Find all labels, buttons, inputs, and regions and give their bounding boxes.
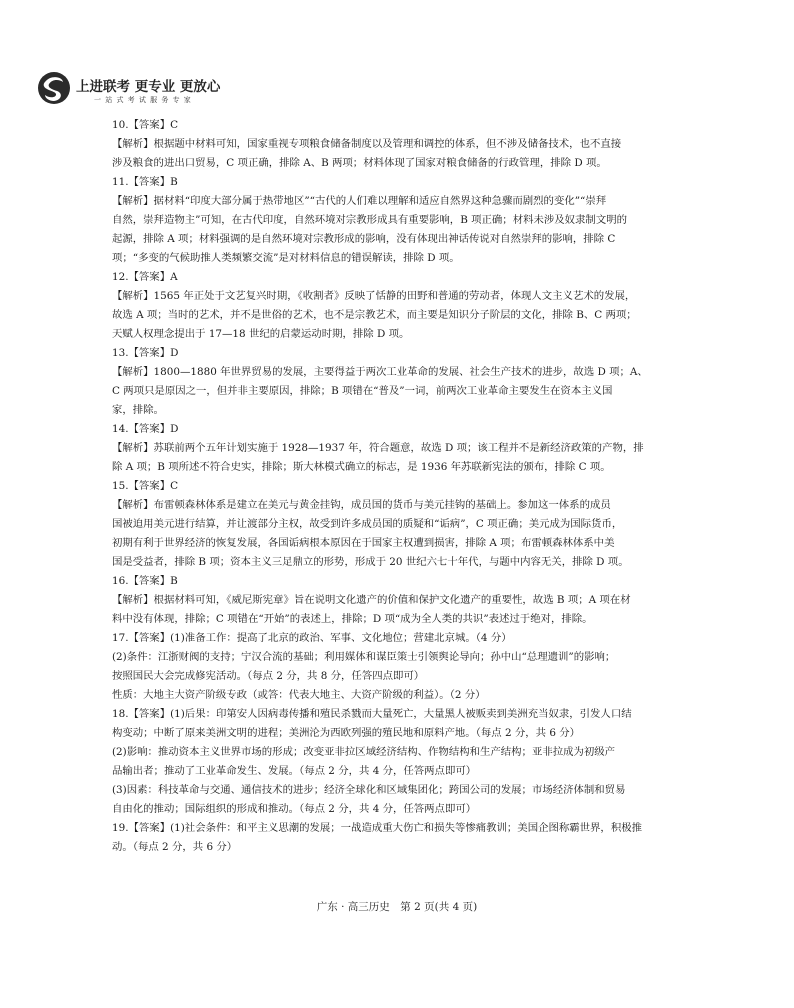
text-line: 项；“多变的气候助推人类频繁交流”是对材料信息的错误解读，排除 D 项。 (112, 252, 460, 264)
header (36, 70, 296, 114)
text-line: 构变动；中断了原来美洲文明的进程；美洲沦为西欧列强的殖民地和原料产地。（每点 2 分，共 6 分） (112, 727, 581, 739)
text-line: 涉及粮食的进出口贸易，C 项正确，排除 A、B 两项；材料体现了国家对粮食储备的行政管理，排除 D 项。 (112, 157, 607, 169)
text-line: 天赋人权理念提出于 17—18 世纪的启蒙运动时期，排除 D 项。 (112, 328, 410, 340)
text-line: 性质：大地主大资产阶级专政（或答：代表大地主、大资产阶级的利益）。（2 分） (112, 689, 486, 701)
text-line: 起源，排除 A 项；材料强调的是自然环境对宗教形成的影响，没有体现出神话传说对自然崇拜的影响，排除 C (112, 233, 616, 245)
text-line: 自然，崇拜造物主”可知，在古代印度，自然环境对宗教形成具有重要影响，B 项正确；材料未涉及奴隶制文明的 (112, 214, 627, 226)
text-line: 国被迫用美元进行结算，并让渡部分主权，故受到许多成员国的质疑和“诟病”，C 项正确；美元成为国际货币， (112, 518, 623, 530)
text-line: 自由化的推动；国际组织的形成和推动。（每点 2 分，共 4 分，任答两点即可） (112, 803, 477, 815)
text-line: 11.【答案】B (112, 176, 178, 188)
text-line: 故选 A 项；当时的艺术，并不是世俗的艺术，也不是宗教艺术，而主要是知识分子阶层的文化，排除 B、C 两项； (112, 309, 637, 321)
text-line: 国是受益者，排除 B 项；资本主义三足鼎立的形势，形成于 20 世纪六七十年代，与题中内容无关，排除 D 项。 (112, 556, 629, 568)
text-line: 【解析】根据题中材料可知，国家重视专项粮食储备制度以及管理和调控的体系，但不涉及储备技术，也不直接 (112, 138, 622, 150)
text-line: 动。（每点 2 分，共 6 分） (112, 841, 238, 853)
text-line: 14.【答案】D (112, 423, 179, 435)
text-line: 【解析】1565 年正处于文艺复兴时期，《收割者》反映了恬静的田野和普通的劳动者，体现人文主义艺术的发展， (112, 290, 636, 302)
text-line: 【解析】根据材料可知，《威尼斯宪章》旨在说明文化遗产的价值和保护文化遗产的重要性，故选 B 项；A 项在材 (112, 594, 631, 606)
text-line: 13.【答案】D (112, 347, 179, 359)
text-line: 料中没有体现，排除；C 项错在“开始”的表述上，排除；D 项“成为全人类的共识”表述过于绝对，排除。 (112, 613, 593, 625)
text-line: (2)条件：江浙财阀的支持；宁汉合流的基础；利用媒体和谋臣策士引领舆论导向；孙中山“总理遗训”的影响； (112, 651, 616, 663)
brand-logo-icon (36, 70, 72, 106)
text-line: 【解析】据材料“印度大部分属于热带地区”“古代的人们难以理解和适应自然界这种急骤而剧烈的变化”“崇拜 (112, 195, 607, 207)
text-line: 17.【答案】(1)准备工作：提高了北京的政治、军事、文化地位；营建北京城。（4 分） (112, 632, 512, 644)
text-line: 除 A 项；B 项所述不符合史实，排除；斯大林模式确立的标志，是 1936 年苏联新宪法的颁布，排除 C 项。 (112, 461, 611, 473)
text-line: 【解析】布雷顿森林体系是建立在美元与黄金挂钩，成员国的货币与美元挂钩的基础上。参加这一体系的成员 (112, 499, 611, 511)
text-line: 10.【答案】C (112, 119, 179, 131)
text-line: 按照国民大会完成修宪活动。（每点 2 分，共 8 分，任答四点即可） (112, 670, 425, 682)
brand-tagline: 一 站 式 考 试 服 务 专 家 (94, 96, 192, 104)
brand-slogan: 上进联考 更专业 更放心 (76, 79, 221, 95)
text-line: 【解析】1800—1880 年世界贸易的发展，主要得益于两次工业革命的发展、社会生产技术的进步，故选 D 项；A、 (112, 366, 648, 378)
text-line: (3)因素：科技革命与交通、通信技术的进步；经济全球化和区域集团化；跨国公司的发展；市场经济体制和贸易 (112, 784, 626, 796)
text-line: 19.【答案】(1)社会条件：和平主义思潮的发展；一战造成重大伤亡和损失等惨痛教训；美国企图称霸世界，积极推 (112, 822, 642, 834)
text-line: 12.【答案】A (112, 271, 178, 283)
page-footer: 广东 · 高三历史 第 2 页(共 4 页) (316, 901, 478, 913)
text-line: 15.【答案】C (112, 480, 179, 492)
text-line: 16.【答案】B (112, 575, 178, 587)
text-line: C 两项只是原因之一，但并非主要原因，排除；B 项错在“普及”一词，前两次工业革命主要发生在资本主义国 (112, 385, 613, 397)
text-line: 家，排除。 (112, 404, 164, 416)
answer-content (112, 116, 694, 857)
text-line: 18.【答案】(1)后果：印第安人因病毒传播和殖民杀戮而大量死亡，大量黑人被贩卖到美洲充当奴隶，引发人口结 (112, 708, 632, 720)
text-line: 品输出者；推动了工业革命发生、发展。（每点 2 分，共 4 分，任答两点即可） (112, 765, 477, 777)
text-line: (2)影响：推动资本主义世界市场的形成；改变亚非拉区域经济结构、作物结构和生产结构；亚非拉成为初级产 (112, 746, 616, 758)
text-line: 【解析】苏联前两个五年计划实施于 1928—1937 年，符合题意，故选 D 项；该工程并不是新经济政策的产物，排 (112, 442, 644, 454)
text-line: 初期有利于世界经济的恢复发展，各国诟病根本原因在于国家主权遭到损害，排除 A 项；布雷顿森林体系中美 (112, 537, 615, 549)
